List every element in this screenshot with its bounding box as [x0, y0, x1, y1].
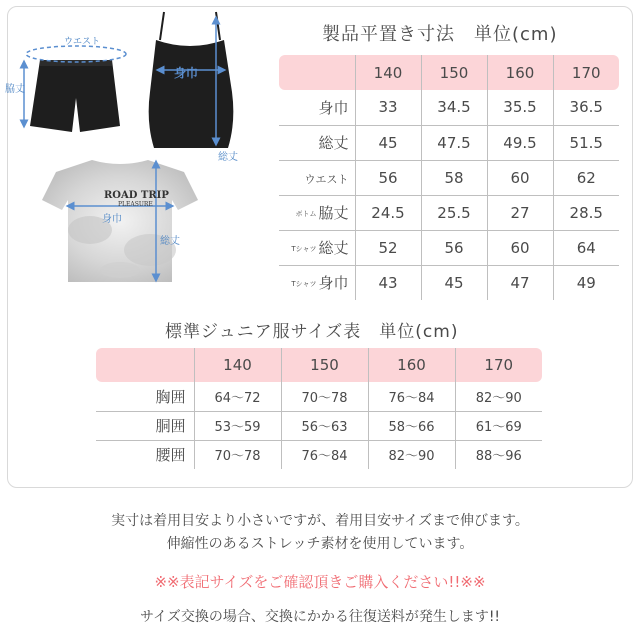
table-cell: 58	[421, 160, 487, 195]
table-cell: 24.5	[355, 195, 421, 230]
size-header: 170	[455, 348, 542, 382]
row-label-prefix: Tシャツ	[291, 244, 317, 253]
product-measurements-table	[279, 55, 619, 300]
table-cell: 76〜84	[281, 440, 368, 469]
table-row	[279, 160, 619, 195]
size-header: 140	[355, 55, 421, 90]
note-material: 伸縮性のあるストレッチ素材を使用しています。	[166, 536, 474, 552]
shorts-illustration	[30, 60, 120, 132]
tshirt-length-label: 総丈	[160, 236, 180, 247]
table-cell: 27	[487, 195, 553, 230]
row-label	[279, 230, 355, 265]
table-cell: 62	[553, 160, 619, 195]
row-label-text: 身巾	[318, 98, 349, 117]
row-label	[279, 195, 355, 230]
row-label: 胴囲	[96, 411, 194, 440]
table-cell: 34.5	[421, 90, 487, 125]
table-cell: 25.5	[421, 195, 487, 230]
table-cell: 64〜72	[194, 382, 281, 411]
table-cell: 36.5	[553, 90, 619, 125]
note-warning: ※※表記サイズをご確認頂きご購入ください!!※※	[154, 573, 486, 591]
size-header: 150	[281, 348, 368, 382]
size-header: 140	[194, 348, 281, 382]
shorts-inseam-label: 脇丈	[5, 84, 25, 95]
header-blank-cell	[96, 348, 194, 382]
size-header: 160	[368, 348, 455, 382]
table-cell: 56	[355, 160, 421, 195]
size-header: 150	[421, 55, 487, 90]
table-row	[279, 125, 619, 160]
standard-table-header	[96, 348, 542, 382]
table-row	[279, 195, 619, 230]
row-label: 胸囲	[96, 382, 194, 411]
garment-illustrations	[0, 0, 280, 300]
table-cell: 51.5	[553, 125, 619, 160]
tshirt-chest-label: 身巾	[102, 214, 122, 225]
row-label	[279, 265, 355, 300]
table-cell: 56	[421, 230, 487, 265]
row-label-prefix: ボトム	[295, 209, 317, 218]
row-label-text: 総丈	[318, 134, 349, 152]
table-cell: 64	[553, 230, 619, 265]
table-cell: 49	[553, 265, 619, 300]
table-cell: 47.5	[421, 125, 487, 160]
table-cell: 76〜84	[368, 382, 455, 411]
table-row	[279, 230, 619, 265]
table-cell: 33	[355, 90, 421, 125]
table-row	[96, 382, 542, 411]
product-table-title: 製品平置き寸法 単位(cm)	[322, 24, 558, 45]
table-cell: 82〜90	[455, 382, 542, 411]
standard-table-title: 標準ジュニア服サイズ表 単位(cm)	[165, 322, 459, 342]
row-label-text: 脇丈	[318, 204, 349, 222]
table-row	[279, 90, 619, 125]
note-stretch: 実寸は着用目安より小さいですが、着用目安サイズまで伸びます。	[111, 513, 529, 529]
table-cell: 45	[355, 125, 421, 160]
table-cell: 47	[487, 265, 553, 300]
table-cell: 56〜63	[281, 411, 368, 440]
table-cell: 70〜78	[194, 440, 281, 469]
size-header: 170	[553, 55, 619, 90]
table-row	[96, 411, 542, 440]
row-label: 腰囲	[155, 446, 186, 465]
shorts-waist-measure	[26, 46, 126, 62]
row-label-text: ウエスト	[304, 172, 349, 186]
table-cell: 45	[421, 265, 487, 300]
table-cell: 82〜90	[368, 440, 455, 469]
header-blank-cell	[279, 55, 355, 90]
tshirt-print-line1: ROAD TRIP	[104, 190, 169, 201]
row-label	[279, 125, 355, 160]
row-label	[279, 90, 355, 125]
note-exchange: サイズ交換の場合、交換にかかる往復送料が発生します!!	[139, 609, 501, 625]
row-label-prefix: Tシャツ	[291, 279, 317, 288]
table-cell: 61〜69	[455, 411, 542, 440]
table-cell: 88〜96	[455, 440, 542, 469]
size-header: 160	[487, 55, 553, 90]
tshirt-print-line2: PLEASURE	[118, 201, 153, 208]
camisole-length-label: 総丈	[218, 152, 238, 163]
table-cell: 52	[355, 230, 421, 265]
row-label	[279, 160, 355, 195]
standard-size-table	[96, 348, 542, 469]
table-cell: 70〜78	[281, 382, 368, 411]
table-cell: 53〜59	[194, 411, 281, 440]
table-cell: 60	[487, 160, 553, 195]
table-cell: 58〜66	[368, 411, 455, 440]
table-cell: 49.5	[487, 125, 553, 160]
camisole-chest-label: 身巾	[174, 66, 199, 80]
table-cell: 43	[355, 265, 421, 300]
table-row	[96, 440, 542, 469]
row-label-text: 総丈	[318, 239, 349, 257]
table-cell: 28.5	[553, 195, 619, 230]
row-label-text: 身巾	[318, 274, 349, 293]
shorts-waist-label: ウエスト	[64, 37, 101, 47]
table-cell: 60	[487, 230, 553, 265]
table-cell: 35.5	[487, 90, 553, 125]
product-table-header	[279, 55, 619, 90]
table-row	[279, 265, 619, 300]
